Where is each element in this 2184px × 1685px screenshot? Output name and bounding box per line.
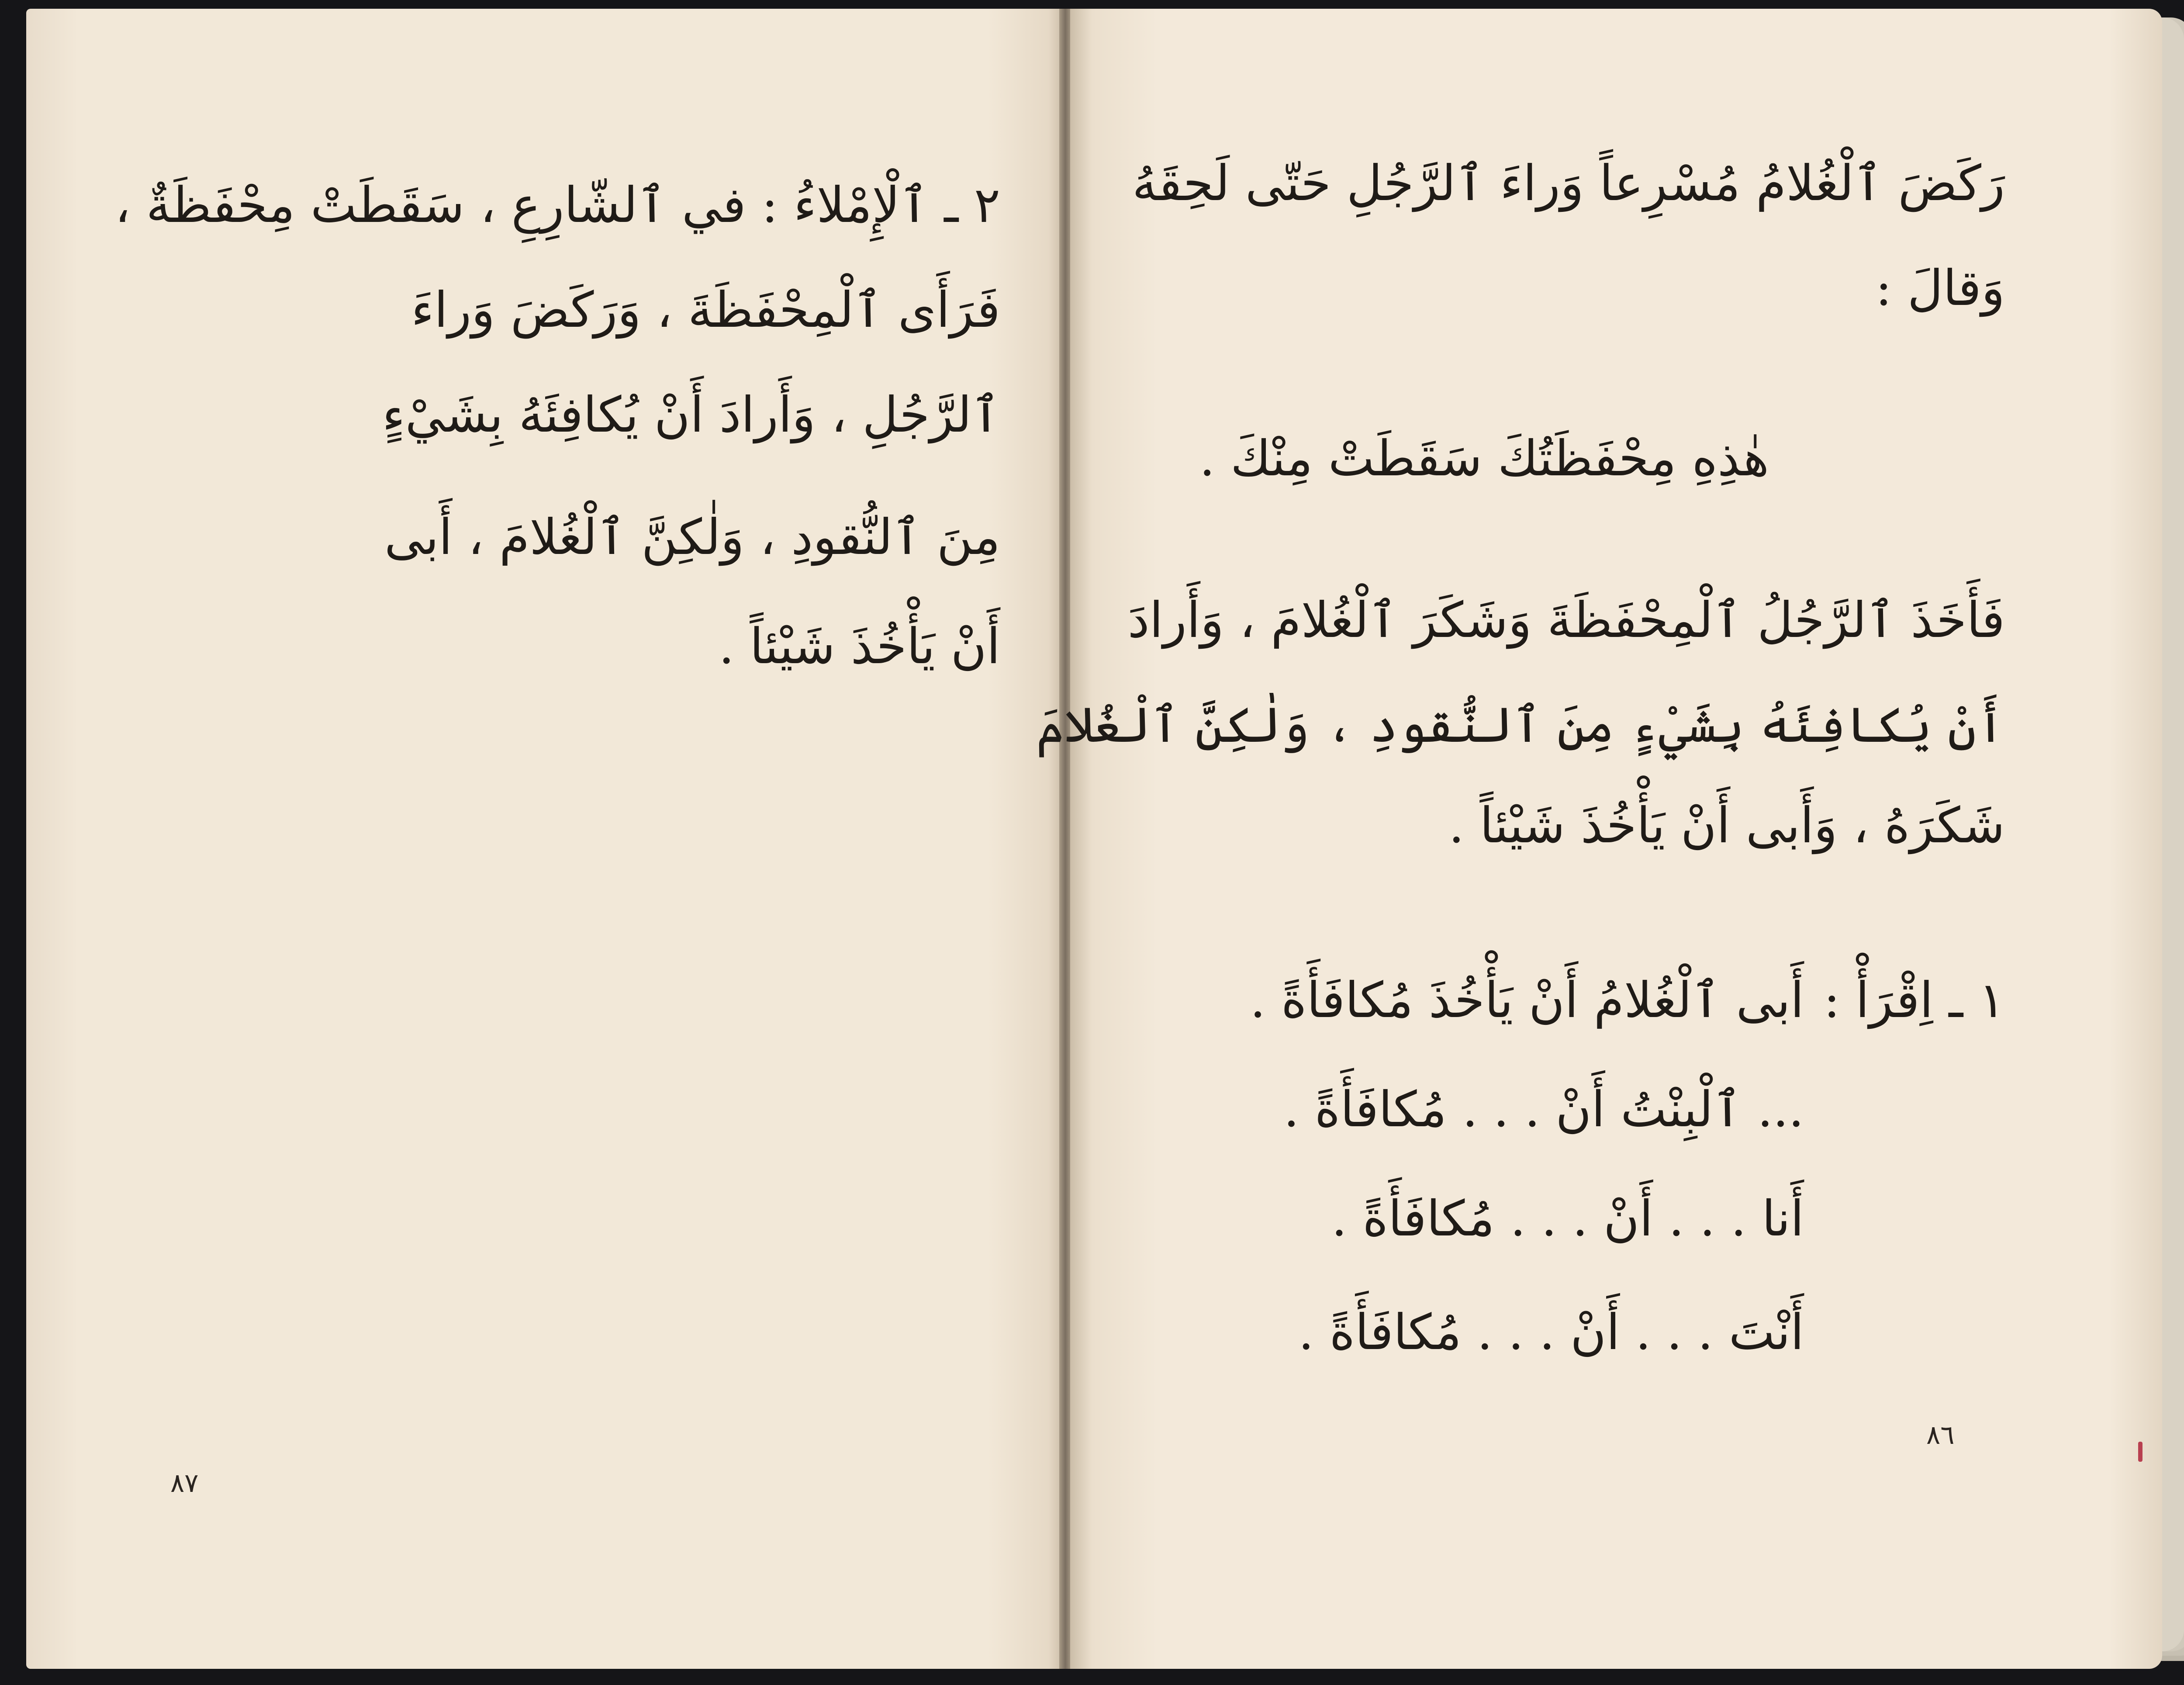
story-line-1: رَكَضَ ٱلْغُلامُ مُسْرِعاً وَراءَ ٱلرَّجُلِ حَتّى لَحِقَهُ [1132, 155, 2005, 212]
exercise-label: ١ ـ اِقْرَأْ : [1823, 972, 2005, 1029]
dictation-line-5: أَنْ يَأْخُذَ شَيْئاً . [719, 618, 1000, 675]
exercise-line-2: ... ٱلْبِنْتُ أَنْ . . . مُكافَأَةً . [1283, 1081, 1804, 1138]
story-line-4: فَأَخَذَ ٱلرَّجُلُ ٱلْمِحْفَظَةَ وَشَكَرَ ٱلْغُلامَ ، وَأَرادَ [1127, 592, 2005, 649]
dictation-line-4: مِنَ ٱلنُّقودِ ، وَلٰكِنَّ ٱلْغُلامَ ، أَبى [384, 509, 1000, 566]
exercise-line-3: أَنا . . . أَنْ . . . مُكافَأَةً . [1331, 1190, 1804, 1247]
right-page [1036, 9, 2162, 1669]
dictation-line-3: ٱلرَّجُلِ ، وَأَرادَ أَنْ يُكافِئَهُ بِشَيْءٍ [382, 387, 1000, 443]
story-line-6: شَكَرَهُ ، وَأَبى أَنْ يَأْخُذَ شَيْئاً . [1448, 797, 2005, 854]
left-page [26, 9, 1061, 1669]
dictation-line-2: فَرَأَى ٱلْمِحْفَظَةَ ، وَرَكَضَ وَراءَ [411, 282, 1000, 339]
exercise-line-1: أَبى ٱلْغُلامُ أَنْ يَأْخُذَ مُكافَأَةً . [1250, 972, 1804, 1029]
book-gutter [1059, 9, 1071, 1669]
story-line-5: أَنْ يُكافِئَهُ بِشَيْءٍ مِنَ ٱلنُّقودِ ، وَلٰكِنَّ ٱلْغُلامَ [1036, 697, 2005, 754]
dictation-line-1: ٢ ـ ٱلْإِمْلاءُ : في ٱلشّارِعِ ، سَقَطَتْ مِحْفَظَةٌ ، [114, 177, 1000, 234]
edge-mark [2138, 1442, 2143, 1462]
right-page-number: ٨٦ [1926, 1420, 1955, 1450]
story-line-2: وَقالَ : [1875, 260, 2005, 317]
exercise-line-4: أَنْتَ . . . أَنْ . . . مُكافَأَةً . [1298, 1304, 1804, 1361]
left-page-number: ٨٧ [170, 1468, 199, 1498]
story-line-3: هٰذِهِ مِحْفَظَتُكَ سَقَطَتْ مِنْكَ . [1199, 430, 1769, 487]
